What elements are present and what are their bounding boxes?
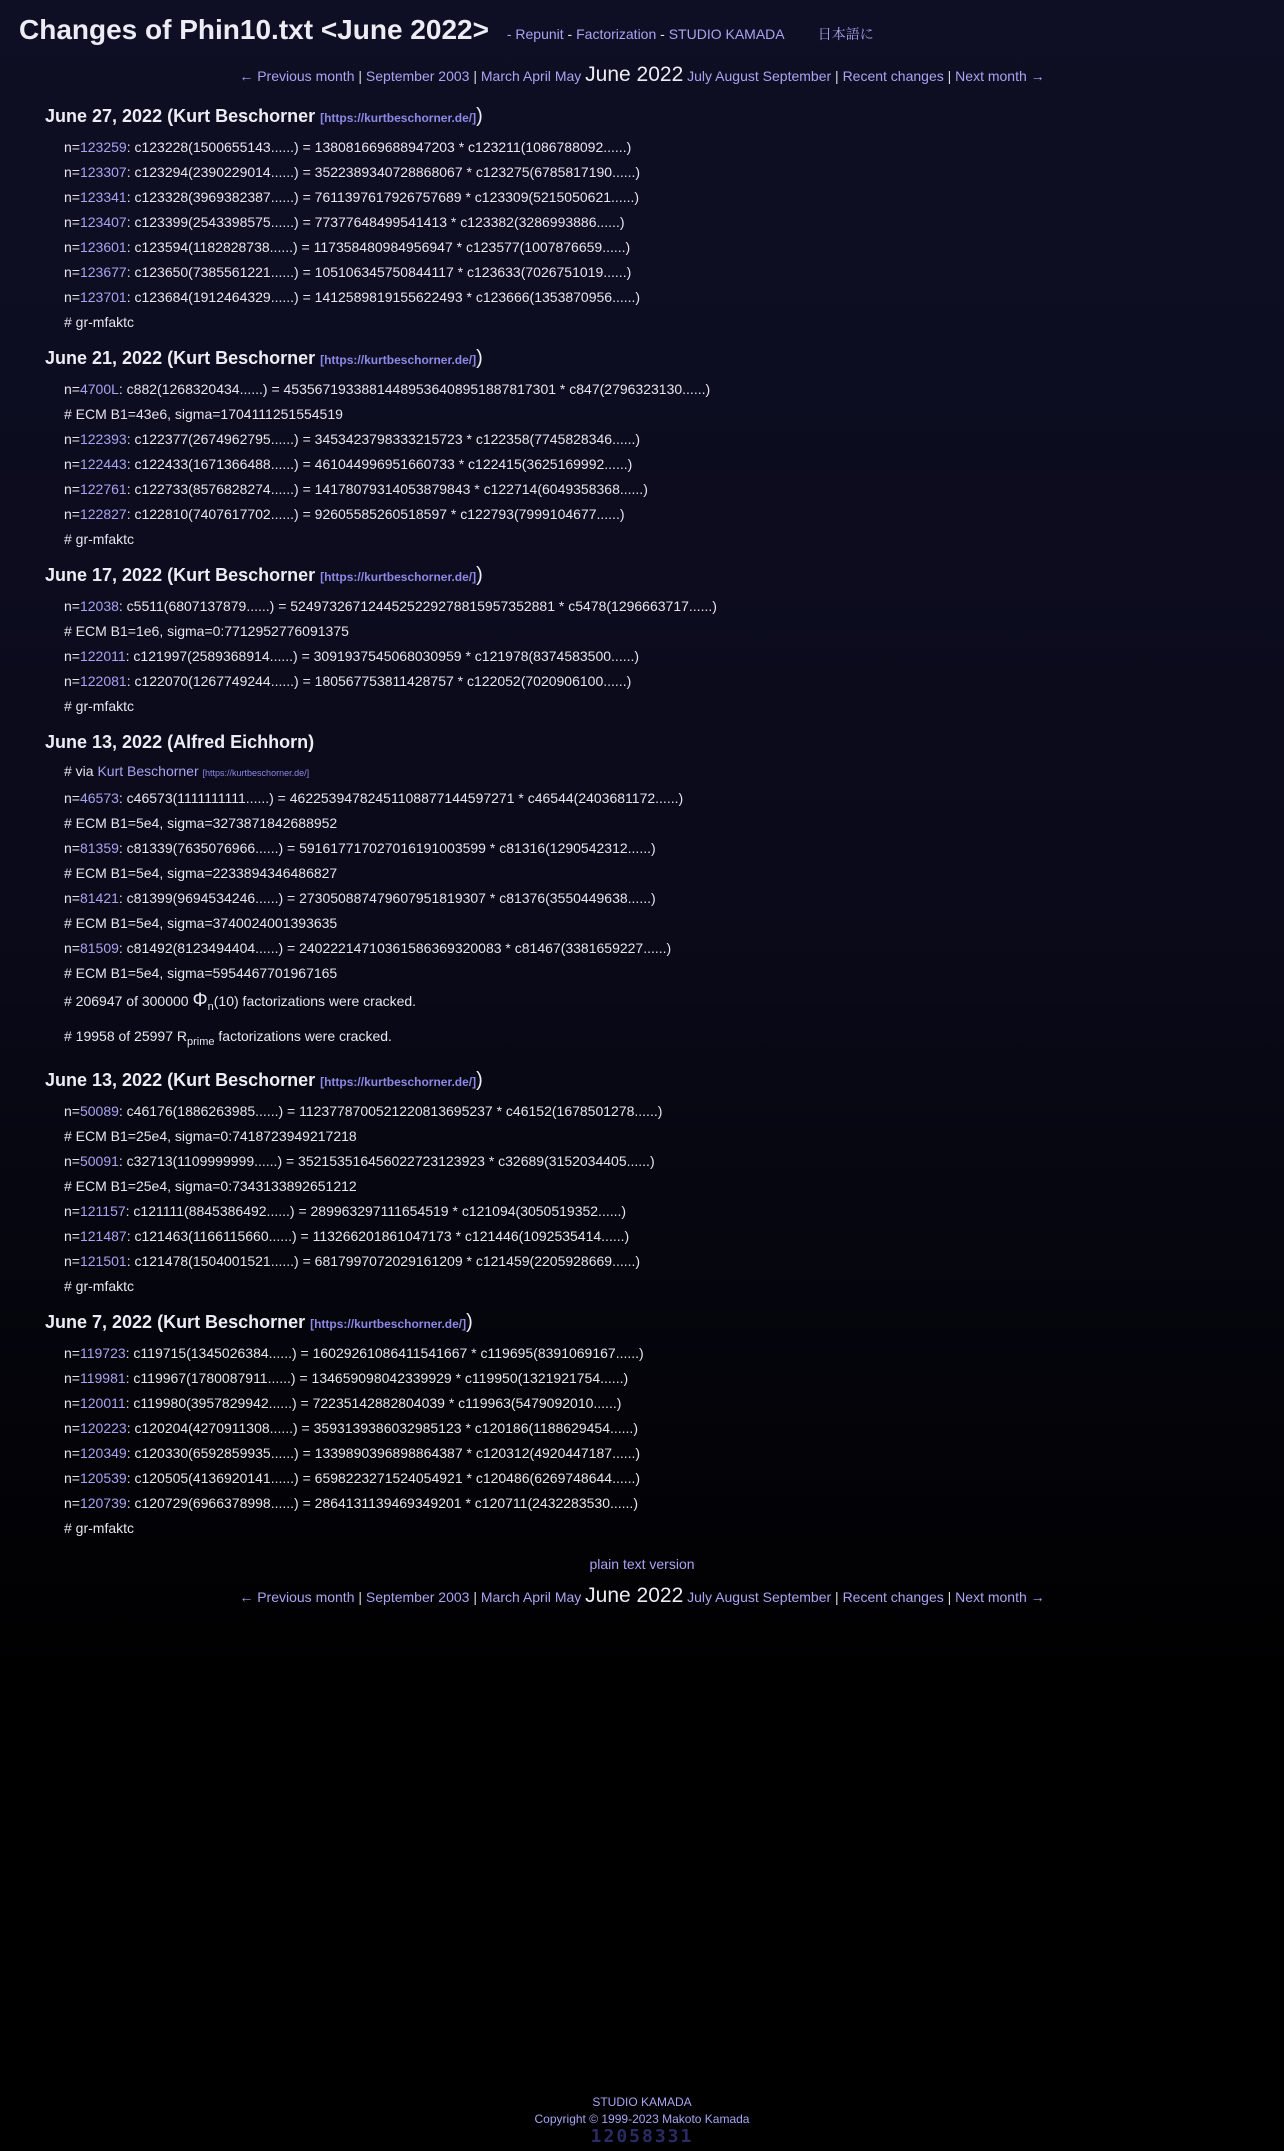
month-link-march[interactable]: March bbox=[480, 68, 520, 84]
comment-line bbox=[45, 961, 1254, 986]
change-entry bbox=[45, 1309, 1254, 1541]
n-prefix: n= bbox=[64, 1228, 80, 1244]
n-prefix: n= bbox=[64, 189, 80, 205]
factor-line bbox=[45, 1199, 1254, 1224]
n-link[interactable]: 123407 bbox=[79, 214, 127, 230]
n-prefix: n= bbox=[64, 1445, 80, 1461]
n-prefix: n= bbox=[64, 940, 80, 956]
factor-line bbox=[45, 502, 1254, 527]
entry-date-author: June 27, 2022 (Kurt Beschorner bbox=[45, 106, 321, 126]
comment-text: # ECM B1=1e6, sigma=0:7712952776091375 bbox=[64, 623, 349, 639]
page-footer bbox=[0, 2094, 1284, 2145]
change-entry bbox=[45, 103, 1254, 335]
nav-sep: | bbox=[473, 68, 477, 84]
factor-line bbox=[45, 1366, 1254, 1391]
factor-line bbox=[45, 1249, 1254, 1274]
first-month-link[interactable]: September 2003 bbox=[365, 68, 470, 84]
n-prefix: n= bbox=[64, 890, 80, 906]
factor-line bbox=[45, 836, 1254, 861]
nav-sep: | bbox=[358, 1589, 363, 1605]
entry-heading bbox=[45, 345, 1254, 373]
factor-text: : c5511(6807137879......) = 5249732671244525229278815957352881 * c5478(1296663717......) bbox=[118, 598, 717, 614]
month-link-april[interactable]: April bbox=[522, 68, 551, 84]
n-link[interactable]: 122443 bbox=[79, 456, 127, 472]
comment-text: # gr-mfaktc bbox=[64, 314, 135, 330]
n-link[interactable]: 123307 bbox=[79, 164, 127, 180]
japanese-link[interactable]: 日本語に bbox=[817, 26, 874, 42]
n-prefix: n= bbox=[64, 1495, 80, 1511]
next-month-link[interactable]: Next month → bbox=[955, 68, 1045, 84]
n-link[interactable]: 4700L bbox=[79, 381, 119, 397]
n-prefix: n= bbox=[64, 381, 80, 397]
comment-line bbox=[45, 811, 1254, 836]
comment-line bbox=[45, 1274, 1254, 1299]
n-link[interactable]: 81359 bbox=[79, 840, 119, 856]
factor-text: : c123328(3969382387......) = 7611397617926757689 * c123309(5215050621......) bbox=[126, 189, 640, 205]
n-prefix: n= bbox=[64, 431, 80, 447]
factor-text: : c46176(1886263985......) = 1123778700521220813695237 * c46152(1678501278......) bbox=[118, 1103, 663, 1119]
rprime-subscript: prime bbox=[187, 1036, 215, 1048]
factor-text: : c119715(1345026384......) = 16029261086411541667 * c119695(8391069167......) bbox=[125, 1345, 644, 1361]
entry-alfred bbox=[45, 729, 1254, 1057]
factor-line bbox=[45, 1149, 1254, 1174]
n-link[interactable]: 123677 bbox=[79, 264, 127, 280]
current-month: June 2022 bbox=[585, 63, 684, 86]
close-paren: ) bbox=[476, 105, 483, 127]
copyright: Copyright © 1999-2023 Makoto Kamada bbox=[534, 2112, 750, 2126]
page-header bbox=[0, 0, 1284, 46]
factor-text: : c120204(4270911308......) = 3593139386032985123 * c120186(1188629454......) bbox=[126, 1420, 638, 1436]
access-counter: 12058331 bbox=[590, 2126, 694, 2147]
comment-line bbox=[45, 1174, 1254, 1199]
close-paren: ) bbox=[466, 1311, 473, 1333]
comment-text: # gr-mfaktc bbox=[64, 698, 135, 714]
n-link[interactable]: 119981 bbox=[79, 1370, 126, 1386]
factor-text: : c120729(6966378998......) = 2864131139469349201 * c120711(2432283530......) bbox=[126, 1495, 638, 1511]
n-link[interactable]: 121501 bbox=[79, 1253, 127, 1269]
month-link-march[interactable]: March bbox=[480, 1589, 520, 1605]
factor-line bbox=[45, 786, 1254, 811]
factor-line bbox=[45, 669, 1254, 694]
comment-line bbox=[45, 310, 1254, 335]
change-entry bbox=[45, 562, 1254, 719]
month-link-april[interactable]: April bbox=[522, 1589, 551, 1605]
n-prefix: n= bbox=[64, 264, 80, 280]
n-link[interactable]: 50089 bbox=[79, 1103, 119, 1119]
phi-symbol: Φ bbox=[192, 990, 208, 1011]
author-url-link[interactable]: [https://kurtbeschorner.de/] bbox=[320, 570, 477, 584]
n-link[interactable]: 122011 bbox=[79, 648, 126, 664]
factor-text: : c882(1268320434......) = 45356719338814489536408951887817301 * c847(2796323130......) bbox=[118, 381, 711, 397]
n-prefix: n= bbox=[64, 506, 80, 522]
n-prefix: n= bbox=[64, 1395, 80, 1411]
change-entry bbox=[45, 1067, 1254, 1299]
n-prefix: n= bbox=[64, 139, 80, 155]
factor-text: : c123594(1182828738......) = 117358480984956947 * c123577(1007876659......) bbox=[126, 239, 631, 255]
factor-text: : c123650(7385561221......) = 105106345750844117 * c123633(7026751019......) bbox=[126, 264, 632, 280]
nav-sep: | bbox=[835, 68, 839, 84]
comment-text: # ECM B1=25e4, sigma=0:7418723949217218 bbox=[64, 1128, 357, 1144]
nav-sep: | bbox=[358, 68, 363, 84]
recent-changes-link[interactable]: Recent changes bbox=[842, 68, 944, 84]
factor-text: : c32713(1109999999......) = 352153516456022723123923 * c32689(3152034405......) bbox=[118, 1153, 655, 1169]
n-link[interactable]: 122827 bbox=[79, 506, 127, 522]
n-link[interactable]: 123601 bbox=[79, 239, 127, 255]
factor-text: : c81399(9694534246......) = 273050887479607951819307 * c81376(3550449638......) bbox=[118, 890, 656, 906]
factor-text: : c119967(1780087911......) = 134659098042339929 * c119950(1321921754......) bbox=[125, 1370, 629, 1386]
factor-text: : c123228(1500655143......) = 138081669688947203 * c123211(1086788092......) bbox=[126, 139, 632, 155]
factor-line bbox=[45, 1491, 1254, 1516]
comment-text: # gr-mfaktc bbox=[64, 1278, 135, 1294]
close-paren: ) bbox=[476, 347, 483, 369]
nav-sep: | bbox=[835, 1589, 839, 1605]
comment-line bbox=[45, 911, 1254, 936]
factor-text: : c121111(8845386492......) = 289963297111654519 * c121094(3050519352......) bbox=[125, 1203, 627, 1219]
factor-line bbox=[45, 160, 1254, 185]
studio-kamada-link[interactable]: STUDIO KAMADA bbox=[668, 26, 784, 42]
n-prefix: n= bbox=[64, 456, 80, 472]
n-link[interactable]: 120011 bbox=[79, 1395, 126, 1411]
comment-line bbox=[45, 527, 1254, 552]
prev-month-link[interactable]: ← Previous month bbox=[239, 1589, 355, 1605]
month-link-may[interactable]: May bbox=[554, 1589, 582, 1605]
factor-line bbox=[45, 185, 1254, 210]
n-prefix: n= bbox=[64, 1103, 80, 1119]
prev-month-link[interactable]: ← Previous month bbox=[239, 68, 355, 84]
page-title: Changes of Phin10.txt <June 2022> bbox=[19, 14, 489, 45]
nav-sep: | bbox=[947, 68, 952, 84]
n-link[interactable]: 123341 bbox=[79, 189, 127, 205]
n-prefix: n= bbox=[64, 164, 80, 180]
factor-line bbox=[45, 1416, 1254, 1441]
factor-line bbox=[45, 1466, 1254, 1491]
factor-line bbox=[45, 477, 1254, 502]
n-prefix: n= bbox=[64, 1420, 80, 1436]
n-link[interactable]: 122761 bbox=[79, 481, 127, 497]
n-prefix: n= bbox=[64, 1470, 80, 1486]
footer-site-link[interactable]: STUDIO KAMADA bbox=[592, 2095, 692, 2109]
month-link-july[interactable]: July bbox=[687, 1589, 713, 1605]
n-link[interactable]: 50091 bbox=[79, 1153, 119, 1169]
factor-line bbox=[45, 210, 1254, 235]
n-prefix: n= bbox=[64, 598, 80, 614]
n-link[interactable]: 123259 bbox=[79, 139, 127, 155]
changes-list bbox=[0, 103, 1284, 1541]
author-url-link[interactable]: [https://kurtbeschorner.de/] bbox=[320, 353, 477, 367]
n-prefix: n= bbox=[64, 1345, 80, 1361]
factor-text: : c122733(8576828274......) = 14178079314053879843 * c122714(6049358368......) bbox=[126, 481, 648, 497]
factor-line bbox=[45, 1224, 1254, 1249]
factor-text: : c122377(2674962795......) = 3453423798333215723 * c122358(7745828346......) bbox=[126, 431, 641, 447]
factor-text: : c122810(7407617702......) = 92605585260518597 * c122793(7999104677......) bbox=[126, 506, 625, 522]
entry-date-author: June 17, 2022 (Kurt Beschorner bbox=[45, 565, 321, 585]
n-link[interactable]: 46573 bbox=[79, 790, 119, 806]
comment-text: # gr-mfaktc bbox=[64, 531, 135, 547]
current-month: June 2022 bbox=[585, 1584, 684, 1607]
nav-sep: | bbox=[947, 1589, 952, 1605]
entry-date-author: June 7, 2022 (Kurt Beschorner bbox=[45, 1312, 311, 1332]
phi-stat-line bbox=[45, 986, 1254, 1022]
comment-text: # ECM B1=5e4, sigma=5954467701967165 bbox=[64, 965, 338, 981]
n-prefix: n= bbox=[64, 1370, 80, 1386]
factor-text: : c122070(1267749244......) = 180567753811428757 * c122052(7020906100......) bbox=[126, 673, 632, 689]
factor-text: : c123399(2543398575......) = 77377648499541413 * c123382(3286993886......) bbox=[126, 214, 625, 230]
entry-heading bbox=[45, 562, 1254, 590]
n-prefix: n= bbox=[64, 239, 80, 255]
factorization-link[interactable]: Factorization bbox=[576, 26, 657, 42]
n-prefix: n= bbox=[64, 673, 80, 689]
n-link[interactable]: 120349 bbox=[79, 1445, 127, 1461]
phi-subscript: n bbox=[207, 1001, 214, 1013]
n-prefix: n= bbox=[64, 1203, 80, 1219]
comment-text: # ECM B1=5e4, sigma=3273871842688952 bbox=[64, 815, 338, 831]
factor-text: : c122433(1671366488......) = 461044996951660733 * c122415(3625169992......) bbox=[126, 456, 633, 472]
month-link-september[interactable]: September bbox=[762, 68, 832, 84]
factor-line bbox=[45, 452, 1254, 477]
comment-line bbox=[45, 1516, 1254, 1541]
factor-text: : c120505(4136920141......) = 6598223271524054921 * c120486(6269748644......) bbox=[126, 1470, 641, 1486]
n-link[interactable]: 122081 bbox=[79, 673, 127, 689]
n-link[interactable]: 81421 bbox=[79, 890, 119, 906]
entry-date-author: June 21, 2022 (Kurt Beschorner bbox=[45, 348, 321, 368]
n-prefix: n= bbox=[64, 840, 80, 856]
n-link[interactable]: 120739 bbox=[79, 1495, 127, 1511]
comment-text: # gr-mfaktc bbox=[64, 1520, 135, 1536]
n-link[interactable]: 121487 bbox=[79, 1228, 127, 1244]
factor-line bbox=[45, 260, 1254, 285]
factor-line bbox=[45, 1391, 1254, 1416]
month-nav-top bbox=[0, 58, 1284, 93]
factor-line bbox=[45, 135, 1254, 160]
month-nav-bottom bbox=[0, 1579, 1284, 1614]
author-url-link[interactable]: [https://kurtbeschorner.de/] bbox=[310, 1317, 467, 1331]
month-link-july[interactable]: July bbox=[687, 68, 713, 84]
comment-text: # ECM B1=25e4, sigma=0:7343133892651212 bbox=[64, 1178, 357, 1194]
factor-text: : c121463(1166115660......) = 113266201861047173 * c121446(1092535414......) bbox=[126, 1228, 630, 1244]
n-prefix: n= bbox=[64, 790, 80, 806]
rprime-stat-line bbox=[45, 1022, 1254, 1057]
breadcrumb bbox=[507, 26, 788, 42]
factor-line bbox=[45, 886, 1254, 911]
factor-text: : c123684(1912464329......) = 1412589819155622493 * c123666(1353870956......) bbox=[126, 289, 641, 305]
n-link[interactable]: 119723 bbox=[79, 1345, 126, 1361]
recent-changes-link[interactable]: Recent changes bbox=[842, 1589, 944, 1605]
breadcrumb-sep: - bbox=[563, 26, 577, 42]
via-url-link[interactable]: [https://kurtbeschorner.de/] bbox=[202, 768, 310, 778]
factor-text: : c121478(1504001521......) = 6817997072029161209 * c121459(2205928669......) bbox=[126, 1253, 641, 1269]
first-month-link[interactable]: September 2003 bbox=[365, 1589, 470, 1605]
n-prefix: n= bbox=[64, 289, 80, 305]
n-prefix: n= bbox=[64, 214, 80, 230]
entry-heading: June 13, 2022 (Alfred Eichhorn) bbox=[45, 732, 315, 752]
n-link[interactable]: 121157 bbox=[79, 1203, 126, 1219]
comment-text: # ECM B1=5e4, sigma=3740024001393635 bbox=[64, 915, 338, 931]
factor-line bbox=[45, 285, 1254, 310]
factor-text: : c120330(6592859935......) = 1339890396898864387 * c120312(4920447187......) bbox=[126, 1445, 641, 1461]
month-link-september[interactable]: September bbox=[762, 1589, 832, 1605]
via-line bbox=[45, 759, 1254, 786]
factor-line bbox=[45, 936, 1254, 961]
phi-stat-prefix: # 206947 of 300000 bbox=[64, 993, 193, 1009]
n-link[interactable]: 123701 bbox=[79, 289, 127, 305]
n-link[interactable]: 81509 bbox=[79, 940, 119, 956]
comment-text: # ECM B1=5e4, sigma=2233894346486827 bbox=[64, 865, 338, 881]
entry-heading bbox=[45, 1067, 1254, 1095]
n-prefix: n= bbox=[64, 648, 80, 664]
factor-line bbox=[45, 1441, 1254, 1466]
breadcrumb-sep: - bbox=[656, 26, 669, 42]
entry-heading bbox=[45, 1309, 1254, 1337]
factor-line bbox=[45, 594, 1254, 619]
n-prefix: n= bbox=[64, 1153, 80, 1169]
month-link-august[interactable]: August bbox=[715, 68, 759, 84]
n-link[interactable]: 122393 bbox=[79, 431, 127, 447]
change-entry bbox=[45, 345, 1254, 552]
n-prefix: n= bbox=[64, 1253, 80, 1269]
comment-line bbox=[45, 1124, 1254, 1149]
via-prefix: # via bbox=[64, 763, 98, 779]
plain-text-link[interactable]: plain text version bbox=[589, 1556, 695, 1572]
phi-stat-suffix: (10) factorizations were cracked. bbox=[213, 993, 417, 1009]
factor-text: : c46573(1111111111......) = 46225394782451108877144597271 * c46544(2403681172......) bbox=[118, 790, 684, 806]
factor-line bbox=[45, 1099, 1254, 1124]
factor-text: : c119980(3957829942......) = 72235142882804039 * c119963(5479092010......) bbox=[125, 1395, 622, 1411]
comment-line bbox=[45, 402, 1254, 427]
factor-line bbox=[45, 644, 1254, 669]
n-prefix: n= bbox=[64, 481, 80, 497]
via-author-link[interactable]: Kurt Beschorner bbox=[97, 763, 199, 779]
n-link[interactable]: 120223 bbox=[79, 1420, 127, 1436]
factor-text: : c81492(8123494404......) = 24022214710361586369320083 * c81467(3381659227......) bbox=[118, 940, 672, 956]
entry-date-author: June 13, 2022 (Kurt Beschorner bbox=[45, 1070, 321, 1090]
n-link[interactable]: 120539 bbox=[79, 1470, 127, 1486]
month-link-august[interactable]: August bbox=[715, 1589, 759, 1605]
author-url-link[interactable]: [https://kurtbeschorner.de/] bbox=[320, 111, 477, 125]
comment-line bbox=[45, 619, 1254, 644]
comment-text: # ECM B1=43e6, sigma=1704111251554519 bbox=[64, 406, 343, 422]
rprime-stat-prefix: # 19958 of 25997 R bbox=[64, 1028, 187, 1044]
factor-line bbox=[45, 377, 1254, 402]
month-link-may[interactable]: May bbox=[554, 68, 582, 84]
close-paren: ) bbox=[476, 564, 483, 586]
factor-line bbox=[45, 427, 1254, 452]
comment-line bbox=[45, 694, 1254, 719]
factor-text: : c121997(2589368914......) = 3091937545068030959 * c121978(8374583500......) bbox=[125, 648, 640, 664]
comment-line bbox=[45, 861, 1254, 886]
repunit-link[interactable]: - Repunit bbox=[506, 26, 564, 42]
close-paren: ) bbox=[476, 1069, 483, 1091]
plain-text-row bbox=[0, 1549, 1284, 1579]
author-url-link[interactable]: [https://kurtbeschorner.de/] bbox=[320, 1075, 477, 1089]
rprime-stat-suffix: factorizations were cracked. bbox=[214, 1028, 392, 1044]
entry-heading bbox=[45, 103, 1254, 131]
nav-sep: | bbox=[473, 1589, 477, 1605]
n-link[interactable]: 12038 bbox=[79, 598, 119, 614]
factor-line bbox=[45, 235, 1254, 260]
factor-text: : c123294(2390229014......) = 3522389340728868067 * c123275(6785817190......) bbox=[126, 164, 641, 180]
factor-text: : c81339(7635076966......) = 591617717027016191003599 * c81316(1290542312......) bbox=[118, 840, 656, 856]
factor-line bbox=[45, 1341, 1254, 1366]
next-month-link[interactable]: Next month → bbox=[955, 1589, 1045, 1605]
